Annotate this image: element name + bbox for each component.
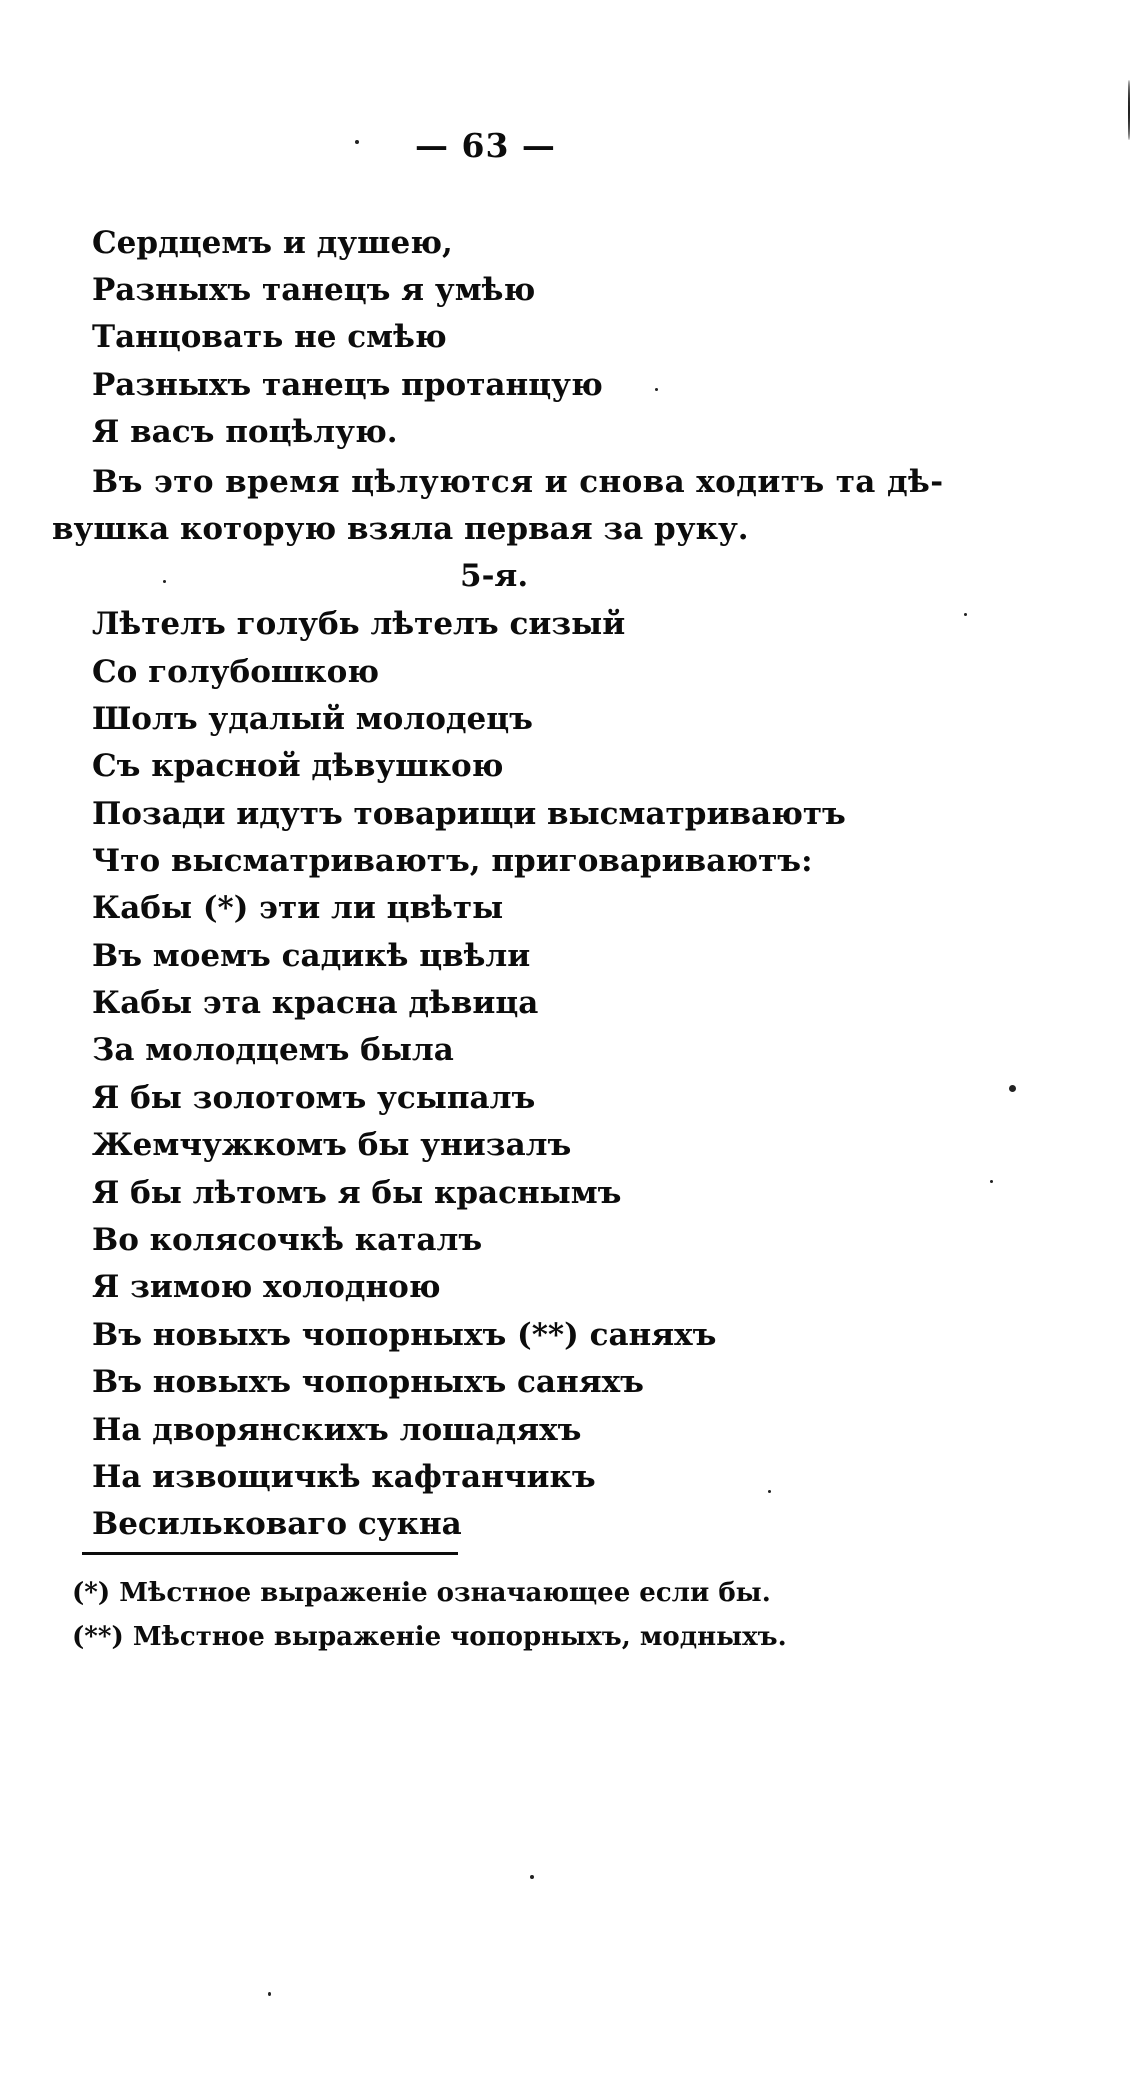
verse-line: Танцовать не смѣю [92, 319, 447, 355]
verse-line: Во колясочкѣ каталъ [92, 1222, 483, 1258]
verse-line: Лѣтелъ голубь лѣтелъ сизый [92, 606, 626, 642]
verse-line: Я васъ поцѣлую. [92, 414, 398, 450]
verse-line: На дворянскихъ лошадяхъ [92, 1412, 582, 1448]
verse-line: Сердцемъ и душею, [92, 225, 453, 261]
verse-line: Позади идутъ товарищи высматриваютъ [92, 796, 846, 832]
page-number: — 63 — [415, 126, 556, 165]
verse-line: Въ новыхъ чопорныхъ (**) саняхъ [92, 1317, 717, 1353]
verse-line: Что высматриваютъ, приговариваютъ: [92, 843, 813, 879]
prose-line: вушка которую взяла первая за руку. [52, 511, 749, 547]
verse-line: Въ новыхъ чопорныхъ саняхъ [92, 1364, 644, 1400]
verse-line: Жемчужкомъ бы унизалъ [92, 1127, 572, 1163]
verse-line: Кабы эта красна дѣвица [92, 985, 539, 1021]
footnote-divider [82, 1552, 458, 1555]
verse-line: Я зимою холодною [92, 1269, 441, 1305]
verse-line: Разныхъ танецъ я умѣю [92, 272, 536, 308]
verse-line: Съ красной дѣвушкою [92, 748, 504, 784]
verse-line: Шолъ удалый молодецъ [92, 701, 533, 737]
verse-line: На извощичкѣ кафтанчикъ [92, 1459, 596, 1495]
prose-line: Въ это время цѣлуются и снова ходитъ та дѣ- [92, 464, 944, 500]
verse-line: Разныхъ танецъ протанцую [92, 367, 603, 403]
verse-line: За молодцемъ была [92, 1032, 454, 1068]
verse-line: Я бы золотомъ усыпалъ [92, 1080, 536, 1116]
verse-line: Кабы (*) эти ли цвѣты [92, 890, 504, 926]
verse-line: Въ моемъ садикѣ цвѣли [92, 938, 531, 974]
footnote: (*) Мѣстное выраженіе означающее если бы. [72, 1578, 771, 1608]
section-heading: 5-я. [460, 558, 529, 594]
verse-line: Со голубошкою [92, 654, 380, 690]
footnote: (**) Мѣстное выраженіе чопорныхъ, модныхъ. [72, 1622, 787, 1652]
verse-line: Весильковаго сукна [92, 1506, 462, 1542]
verse-line: Я бы лѣтомъ я бы краснымъ [92, 1175, 622, 1211]
